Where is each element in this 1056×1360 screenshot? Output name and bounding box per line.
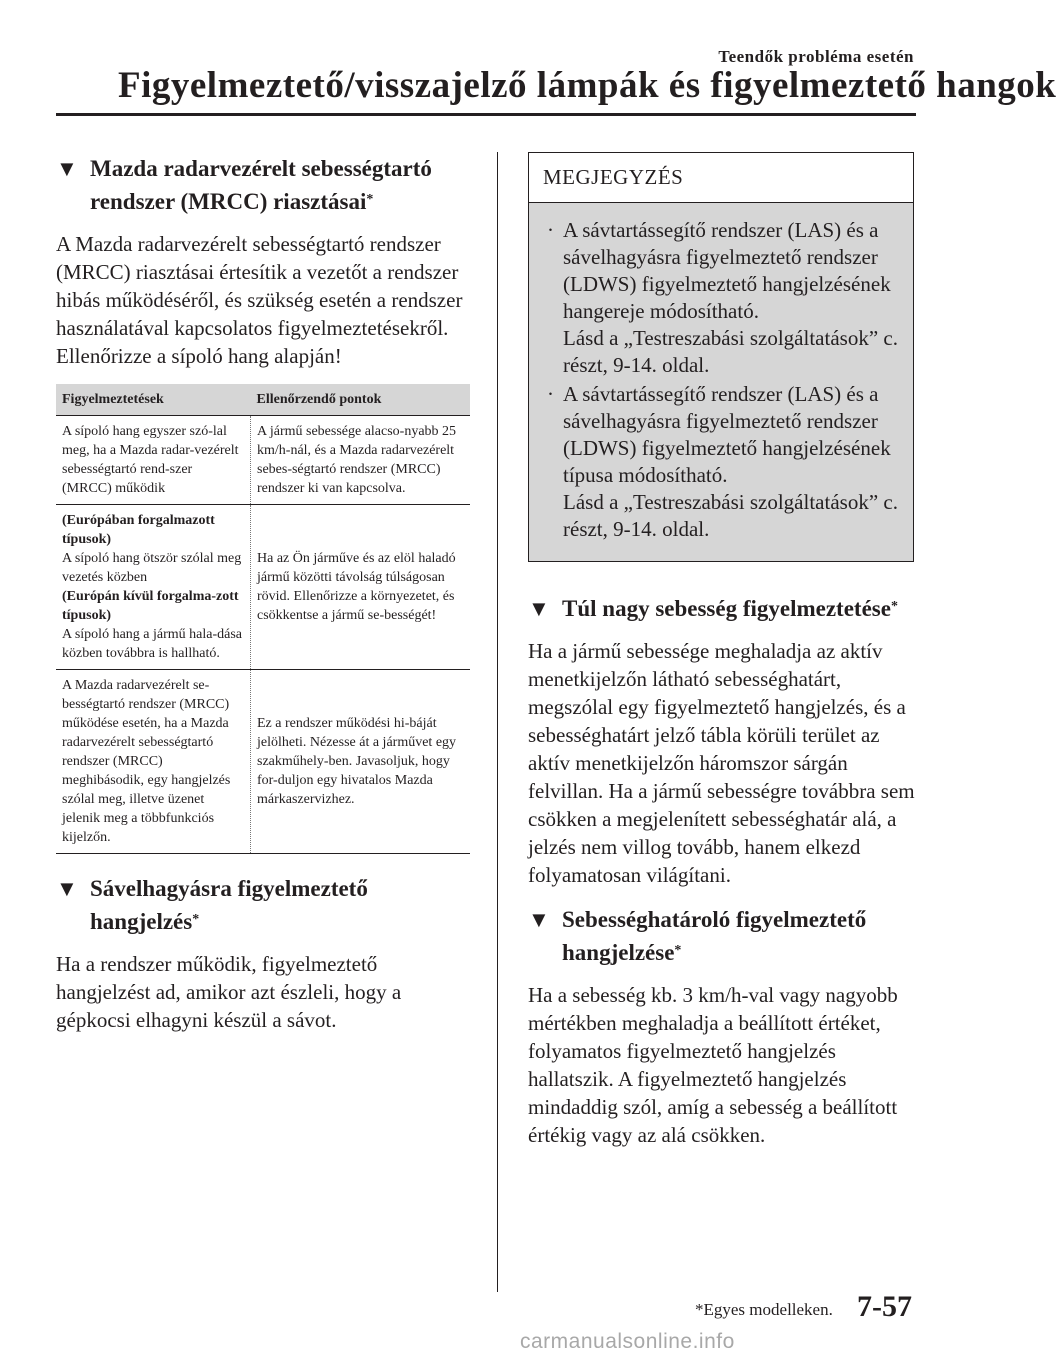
- note-item-text: A sávtartássegítő rendszer (LAS) és a sávelhagyásra figyelmeztető rendszer (LDWS) figyelmeztető hangjelzésének hangereje módosítható.: [563, 218, 891, 323]
- warning-table: [56, 384, 470, 854]
- limiter-heading: [528, 903, 916, 969]
- mrcc-paragraph: A Mazda radarvezérelt sebességtartó rendszer (MRCC) riasztásai értesítik a vezetőt a rendszer hibás működéséről, és szükség esetén a rendszer használatával kapcsolatos figyelmeztetésekről. Ellenőrizze a sípoló hang alapján!: [56, 232, 463, 368]
- column-divider: [497, 152, 498, 1292]
- asterisk-mark: *: [890, 599, 898, 614]
- asterisk-mark: *: [366, 192, 374, 207]
- speed-heading: [528, 592, 916, 625]
- note-body: [529, 203, 913, 561]
- lane-heading-text: Sávelhagyásra figyelmeztető hangjelzés: [90, 876, 368, 934]
- table-row: [56, 416, 470, 505]
- region-label-non-europe: (Európán kívül forgalma-zott típusok): [62, 589, 239, 623]
- limiter-paragraph: Ha a sebesség kb. 3 km/h-val vagy nagyobb mértékben meghaladja a beállított értéket, folyamatos figyelmeztető hangjelzés hallatszik. A figyelmeztető hangjelzés mindaddig szól, amíg a sebesség a beállított értékig vagy az alá csökken.: [528, 983, 898, 1147]
- speed-paragraph: Ha a jármű sebessége meghaladja az aktív menetkijelzőn látható sebességhatárt, megszólal egy figyelmeztető hangjelzés, és a sebességhatárt jelző tábla körüli terület az aktív menetkijelzőn háromszor sárgán felvillan. Ha a jármű sebességre továbbra sem csökken a megjelenített sebességhatár alá, a jelzés nem villog tovább, hanem elkezd folyamatosan világítani.: [528, 639, 915, 887]
- note-item: [543, 217, 899, 379]
- mrcc-heading: [56, 152, 474, 218]
- limiter-heading-text: Sebességhatároló figyelmeztető hangjelzése: [562, 907, 867, 965]
- note-item-reference: Lásd a „Testreszabási szolgáltatások” c. részt, 9-14. oldal.: [563, 326, 898, 377]
- lane-paragraph: Ha a rendszer működik, figyelmeztető hangjelzést ad, amikor azt észleli, hogy a gépkocsi elhagyni készül a sávot.: [56, 952, 402, 1032]
- table-cell-warning: A Mazda radarvezérelt se-bességtartó rendszer (MRCC) működése esetén, ha a Mazda radarvezérelt sebességtartó rendszer (MRCC) meghibásodik, egy hangjelzés szólal meg, illetve üzenet jelenik meg a többfunkciós kijelzőn.: [56, 670, 251, 854]
- note-title: MEGJEGYZÉS: [529, 153, 913, 203]
- note-box: [528, 152, 914, 562]
- asterisk-mark: *: [192, 912, 200, 927]
- table-cell-check: A jármű sebessége alacso-nyabb 25 km/h-nál, és a Mazda radarvezérelt sebes-ségtartó rendszer (MRCC) rendszer ki van kapcsolva.: [251, 416, 471, 505]
- speed-heading-text: Túl nagy sebesség figyelmeztetése: [562, 596, 891, 621]
- table-row: [56, 670, 470, 854]
- page-title: Figyelmeztető/visszajelző lámpák és figyelmeztető hangok: [118, 65, 1056, 106]
- table-col-header-warnings: Figyelmeztetések: [56, 384, 251, 416]
- table-cell-check: Ez a rendszer működési hi-báját jelölheti. Nézesse át a járművet egy szakműhely-ben. Javasoljuk, hogy for-duljon egy hivatalos Mazda márkaszervizhez.: [251, 670, 471, 854]
- table-cell-warning: A sípoló hang egyszer szó-lal meg, ha a Mazda radar-vezérelt sebességtartó rend-szer (MRCC) működik: [56, 416, 251, 505]
- footer-model-note: *Egyes modelleken.: [695, 1300, 833, 1319]
- section-triangle-icon: ▼: [56, 876, 78, 901]
- watermark: carmanualsonline.info: [520, 1330, 735, 1353]
- bullet-icon: ·: [547, 382, 554, 406]
- table-row: [56, 505, 470, 670]
- region-label-europe: (Európában forgalmazott típusok): [62, 513, 215, 547]
- mrcc-heading-text: Mazda radarvezérelt sebességtartó rendszer (MRCC) riasztásai: [90, 156, 432, 214]
- table-col-header-checks: Ellenőrzendő pontok: [251, 384, 471, 416]
- note-item: [543, 381, 899, 543]
- right-column: [528, 152, 916, 1163]
- note-item-reference: Lásd a „Testreszabási szolgáltatások” c. részt, 9-14. oldal.: [563, 490, 898, 541]
- page-number: 7-57: [857, 1290, 912, 1323]
- table-cell-check: Ha az Ön járműve és az elöl haladó jármű közötti távolság túlságosan rövid. Ellenőrizze a környezetet, és csökkentse a jármű se-bességét!: [251, 505, 471, 670]
- section-triangle-icon: ▼: [528, 907, 550, 932]
- lane-heading: [56, 872, 474, 938]
- section-triangle-icon: ▼: [528, 596, 550, 621]
- table-cell-warning: [56, 505, 251, 670]
- section-triangle-icon: ▼: [56, 156, 78, 181]
- bullet-icon: ·: [547, 218, 554, 242]
- warning-text-non-europe: A sípoló hang a jármű hala-dása közben továbbra is hallható.: [62, 627, 243, 661]
- left-column: [56, 152, 474, 1048]
- warning-text-europe: A sípoló hang ötször szólal meg vezetés közben: [62, 551, 242, 585]
- chapter-subtitle: Teendők probléma esetén: [718, 47, 914, 66]
- note-item-text: A sávtartássegítő rendszer (LAS) és a sávelhagyásra figyelmeztető rendszer (LDWS) figyelmeztető hangjelzésének típusa módosítható.: [563, 382, 891, 487]
- table-header-row: [56, 384, 470, 416]
- asterisk-mark: *: [674, 943, 682, 958]
- header-divider: [56, 113, 916, 116]
